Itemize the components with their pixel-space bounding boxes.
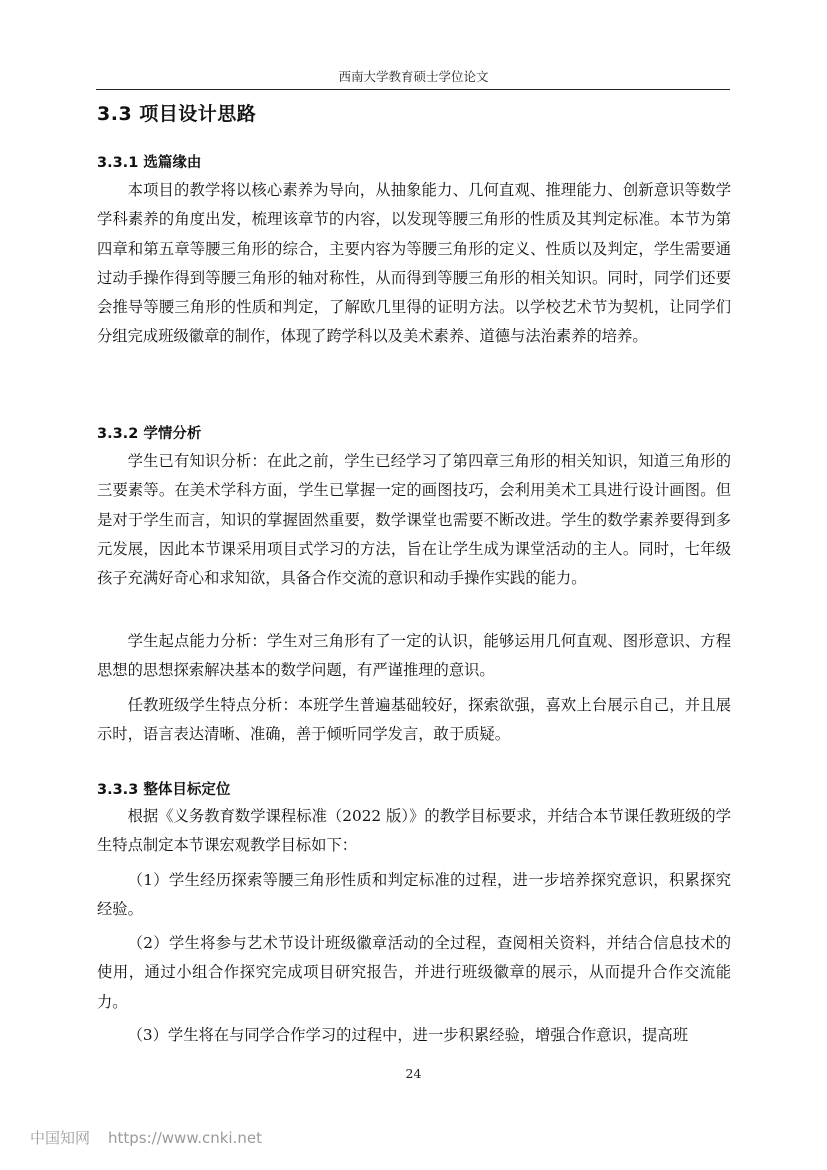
subsection-title-3-3-2: 3.3.2 学情分析 [97, 426, 202, 442]
page-header-title: 西南大学教育硕士学位论文 [338, 69, 489, 84]
watermark-url: https://www.cnki.net [108, 1129, 262, 1147]
paragraph: （1）学生经历探索等腰三角形性质和判定标准的过程，进一步培养探究意识，积累探究经验。 [97, 871, 731, 919]
paragraph: 学生已有知识分析：在此之前，学生已经学习了第四章三角形的相关知识，知道三角形的三要素等。在美术学科方面，学生已掌握一定的画图技巧，会利用美术工具进行设计画图。但是对于学生而言，知识的掌握固然重要，数学课堂也需要不断改进。学生的数学素养要得到多元发展，因此本节课采用项目式学习的方法，旨在让学生成为课堂活动的主人。同时，七年级孩子充满好奇心和求知欲，具备合作交流的意识和动手操作实践的能力。 [97, 452, 731, 588]
header-rule [96, 89, 730, 90]
paragraph: （2）学生将参与艺术节设计班级徽章活动的全过程，查阅相关资料，并结合信息技术的使用，通过小组合作探究完成项目研究报告，并进行班级徽章的展示，从而提升合作交流能力。 [97, 934, 731, 1011]
paragraph: 根据《义务教育数学课程标准（2022 版）》的教学目标要求，并结合本节课任教班级的学生特点制定本节课宏观教学目标如下： [97, 807, 731, 855]
page-number: 24 [405, 1066, 422, 1081]
watermark [30, 1127, 262, 1148]
paragraph: 本项目的教学将以核心素养为导向，从抽象能力、几何直观、推理能力、创新意识等数学学科素养的角度出发，梳理该章节的内容，以发现等腰三角形的性质及其判定标准。本节为第四章和第五章等腰三角形的综合，主要内容为等腰三角形的定义、性质以及判定，学生需要通过动手操作得到等腰三角形的轴对称性，从而得到等腰三角形的相关知识。同时，同学们还要会推导等腰三角形的性质和判定，了解欧几里得的证明方法。以学校艺术节为契机，让同学们分组完成班级徽章的制作，体现了跨学科以及美术素养、道德与法治素养的培养。 [97, 181, 731, 346]
watermark-brand: 中国知网 [30, 1129, 91, 1147]
paragraph: 学生起点能力分析：学生对三角形有了一定的认识，能够运用几何直观、图形意识、方程思想的思想探索解决基本的数学问题，有严谨推理的意识。 [97, 632, 731, 680]
subsection-title-3-3-1: 3.3.1 选篇缘由 [97, 155, 202, 171]
section-title: 3.3 项目设计思路 [97, 103, 257, 125]
subsection-title-3-3-3: 3.3.3 整体目标定位 [97, 782, 231, 798]
paragraph: 任教班级学生特点分析：本班学生普遍基础较好，探索欲强，喜欢上台展示自己，并且展示时，语言表达清晰、准确，善于倾听同学发言，敢于质疑。 [97, 696, 731, 744]
paragraph: （3）学生将在与同学合作学习的过程中，进一步积累经验，增强合作意识，提高班 [127, 1026, 689, 1044]
